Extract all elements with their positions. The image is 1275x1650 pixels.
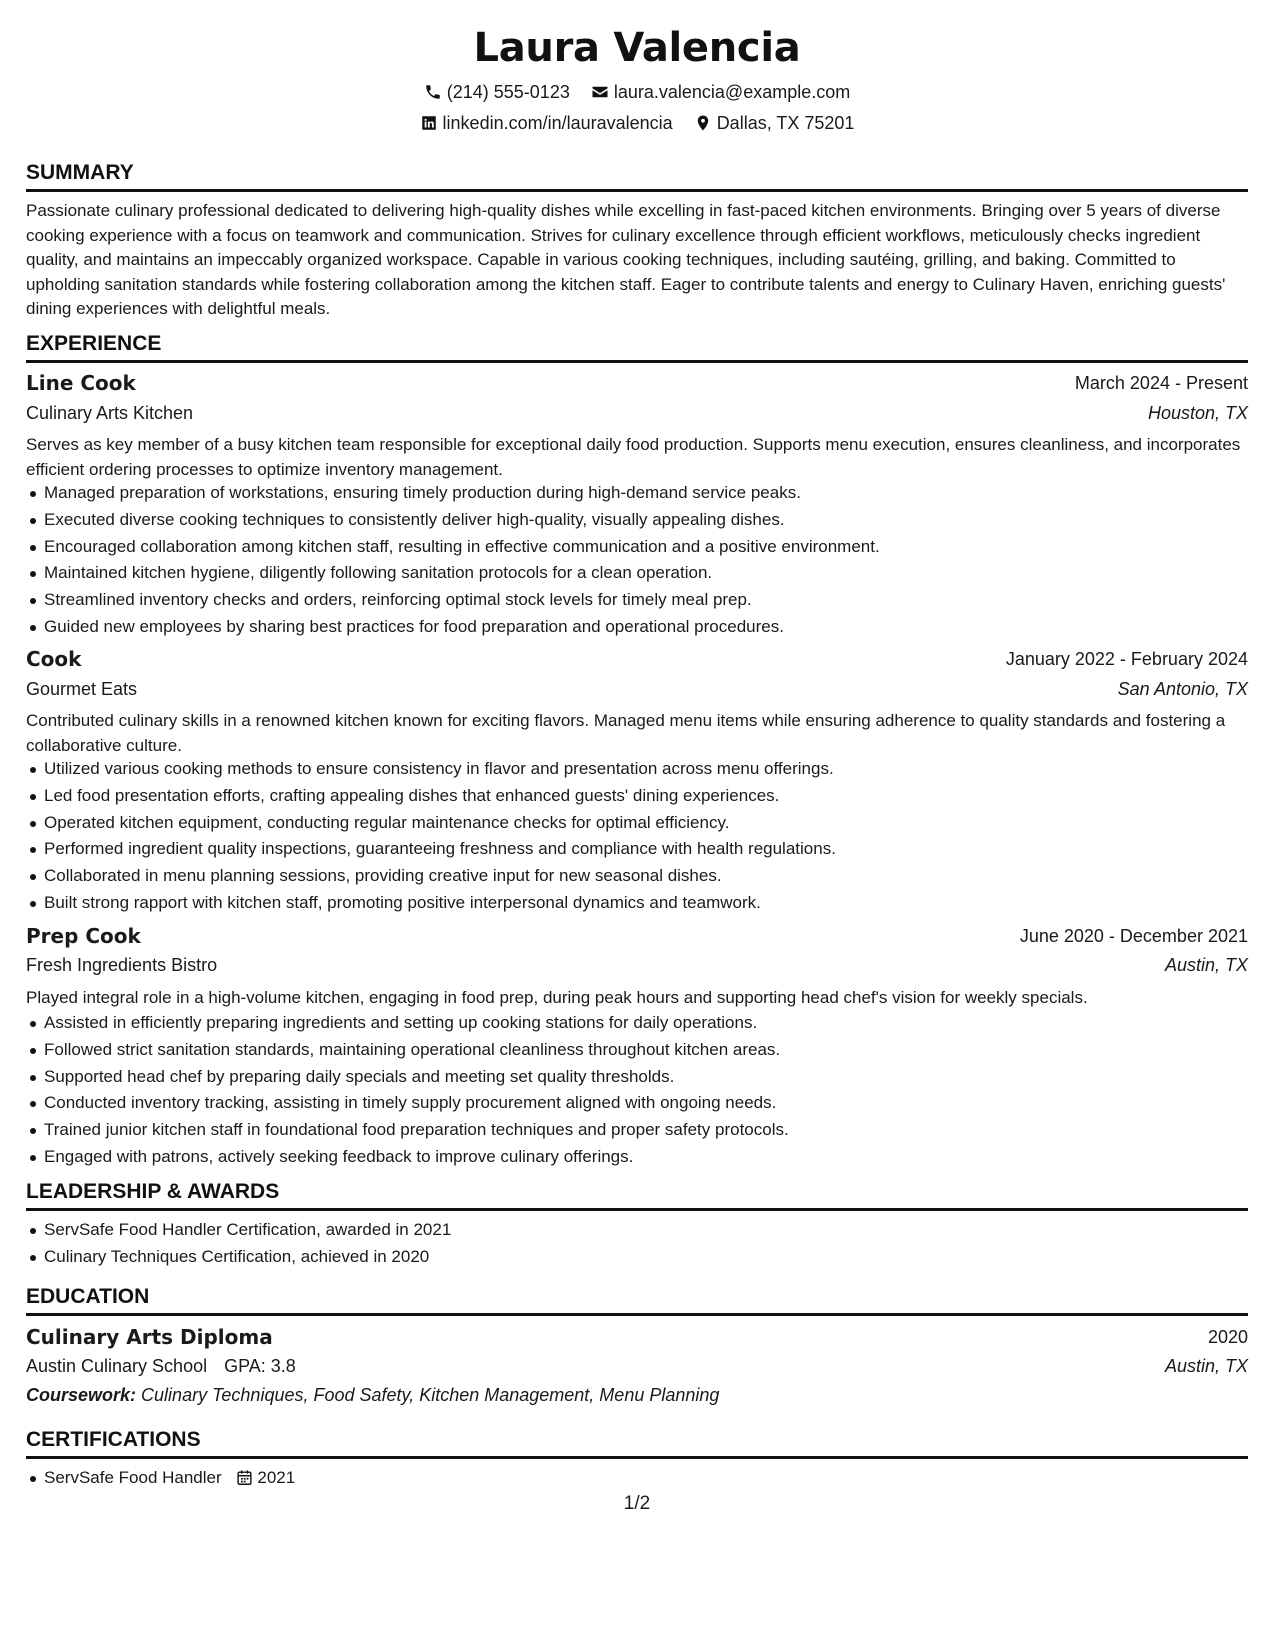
job-company: Culinary Arts Kitchen — [26, 403, 194, 423]
list-item: Streamlined inventory checks and orders, reinforcing optimal stock levels for timely meal prep. — [26, 587, 1248, 614]
list-item: Assisted in efficiently preparing ingredients and setting up cooking stations for daily operations. — [26, 1010, 1248, 1037]
job-description: Serves as key member of a busy kitchen team responsible for exceptional daily food production. Supports menu execution, ensures cleanliness, and incorporates efficient ordering processes to optimize inventory management. — [26, 435, 1241, 479]
list-item: Operated kitchen equipment, conducting regular maintenance checks for optimal efficiency. — [26, 810, 1248, 837]
job-company: Fresh Ingredients Bistro — [26, 955, 218, 975]
job-dates: March 2024 - Present — [1074, 373, 1248, 393]
job-location: San Antonio, TX — [1117, 679, 1248, 699]
calendar-icon — [236, 1469, 253, 1486]
summary-heading: SUMMARY — [26, 160, 1248, 192]
summary-text: Passionate culinary professional dedicated to delivering high-quality dishes while excelling in fast-paced kitchen environments. Bringing over 5 years of diverse cooking experience with a focus on teamwork and communication. Strives for culinary excellence through efficient workflows, meticulously checks ingredient quality, and maintains an impeccably organized workspace. Capable in various cooking techniques, including sautéing, grilling, and baking. Committed to upholding sanitation standards while fostering collaboration among the kitchen staff. Eager to contribute talents and energy to Culinary Haven, enriching guests' dining experiences with delightful meals. — [26, 201, 1226, 319]
list-item: Encouraged collaboration among kitchen staff, resulting in effective communication and a positive environment. — [26, 534, 1248, 561]
job-description: Played integral role in a high-volume kitchen, engaging in food prep, during peak hours and supporting head chef's vision for weekly specials. — [26, 988, 1088, 1007]
school-line — [26, 1353, 296, 1379]
list-item: Trained junior kitchen staff in foundational food preparation techniques and proper safety protocols. — [26, 1117, 1248, 1144]
list-item: Managed preparation of workstations, ensuring timely production during high-demand service peaks. — [26, 480, 1248, 507]
map-pin-icon — [694, 114, 712, 132]
coursework-text: Culinary Techniques, Food Safety, Kitchen Management, Menu Planning — [141, 1385, 720, 1405]
degree-title: Culinary Arts Diploma — [26, 1325, 273, 1349]
list-item: Supported head chef by preparing daily specials and meeting set quality thresholds. — [26, 1064, 1248, 1091]
list-item: Performed ingredient quality inspections, guaranteeing freshness and compliance with health regulations. — [26, 836, 1248, 863]
experience-heading: EXPERIENCE — [26, 331, 1248, 363]
contact-line-1 — [26, 80, 1248, 107]
resume-page — [26, 0, 1248, 1650]
email-link[interactable]: laura.valencia@example.com — [613, 82, 851, 102]
gpa: GPA: 3.8 — [224, 1356, 296, 1376]
list-item: Conducted inventory tracking, assisting in timely supply procurement aligned with ongoing needs. — [26, 1090, 1248, 1117]
job-company: Gourmet Eats — [26, 679, 138, 699]
job-title: Prep Cook — [26, 924, 141, 948]
job-location: Austin, TX — [1164, 955, 1248, 975]
list-item: Engaged with patrons, actively seeking feedback to improve culinary offerings. — [26, 1144, 1248, 1171]
graduation-year: 2020 — [1207, 1327, 1248, 1347]
job-bullets — [26, 756, 1248, 917]
certifications-heading: CERTIFICATIONS — [26, 1427, 1248, 1459]
phone-icon — [424, 83, 442, 101]
coursework-label: Coursework: — [26, 1385, 137, 1405]
certification-name: ServSafe Food Handler — [44, 1468, 222, 1487]
linkedin-item[interactable] — [420, 111, 673, 135]
awards-list — [26, 1217, 1248, 1271]
list-item: Maintained kitchen hygiene, diligently following sanitation protocols for a clean operation. — [26, 560, 1248, 587]
job-dates: June 2020 - December 2021 — [1019, 926, 1248, 946]
list-item: Built strong rapport with kitchen staff, promoting positive interpersonal dynamics and teamwork. — [26, 890, 1248, 917]
list-item: Utilized various cooking methods to ensure consistency in flavor and presentation across menu offerings. — [26, 756, 1248, 783]
list-item: Collaborated in menu planning sessions, providing creative input for new seasonal dishes. — [26, 863, 1248, 890]
phone-item — [424, 80, 570, 104]
job-title: Cook — [26, 647, 82, 671]
list-item: Led food presentation efforts, crafting appealing dishes that enhanced guests' dining experiences. — [26, 783, 1248, 810]
awards-heading: LEADERSHIP & AWARDS — [26, 1179, 1248, 1211]
email-item[interactable] — [591, 80, 850, 104]
location-item — [694, 111, 855, 135]
page-number: 1/2 — [623, 1493, 651, 1514]
job-bullets — [26, 1010, 1248, 1171]
school-location: Austin, TX — [1164, 1356, 1248, 1376]
coursework-line — [26, 1382, 719, 1408]
job-dates: January 2022 - February 2024 — [1005, 649, 1248, 669]
contact-line-2 — [26, 111, 1248, 138]
certifications-list — [26, 1465, 1248, 1492]
certification-year: 2021 — [257, 1468, 296, 1487]
job-description: Contributed culinary skills in a renowned kitchen known for exciting flavors. Managed menu items while ensuring adherence to quality standards and fostering a collaborative culture. — [26, 711, 1226, 755]
candidate-name: Laura Valencia — [473, 25, 801, 71]
education-heading: EDUCATION — [26, 1284, 1248, 1316]
linkedin-icon — [420, 114, 438, 132]
list-item: Culinary Techniques Certification, achieved in 2020 — [26, 1244, 1248, 1271]
list-item: Followed strict sanitation standards, maintaining operational cleanliness throughout kitchen areas. — [26, 1037, 1248, 1064]
school-name: Austin Culinary School — [26, 1356, 208, 1376]
list-item: ServSafe Food Handler Certification, awarded in 2021 — [26, 1217, 1248, 1244]
linkedin-link[interactable]: linkedin.com/in/lauravalencia — [442, 113, 673, 133]
envelope-icon — [591, 83, 609, 101]
phone-text: (214) 555-0123 — [446, 82, 570, 102]
job-bullets — [26, 480, 1248, 641]
list-item — [26, 1465, 1248, 1492]
job-location: Houston, TX — [1147, 403, 1248, 423]
job-title: Line Cook — [26, 371, 136, 395]
list-item: Guided new employees by sharing best practices for food preparation and operational procedures. — [26, 614, 1248, 641]
list-item: Executed diverse cooking techniques to consistently deliver high-quality, visually appealing dishes. — [26, 507, 1248, 534]
location-text: Dallas, TX 75201 — [716, 113, 855, 133]
